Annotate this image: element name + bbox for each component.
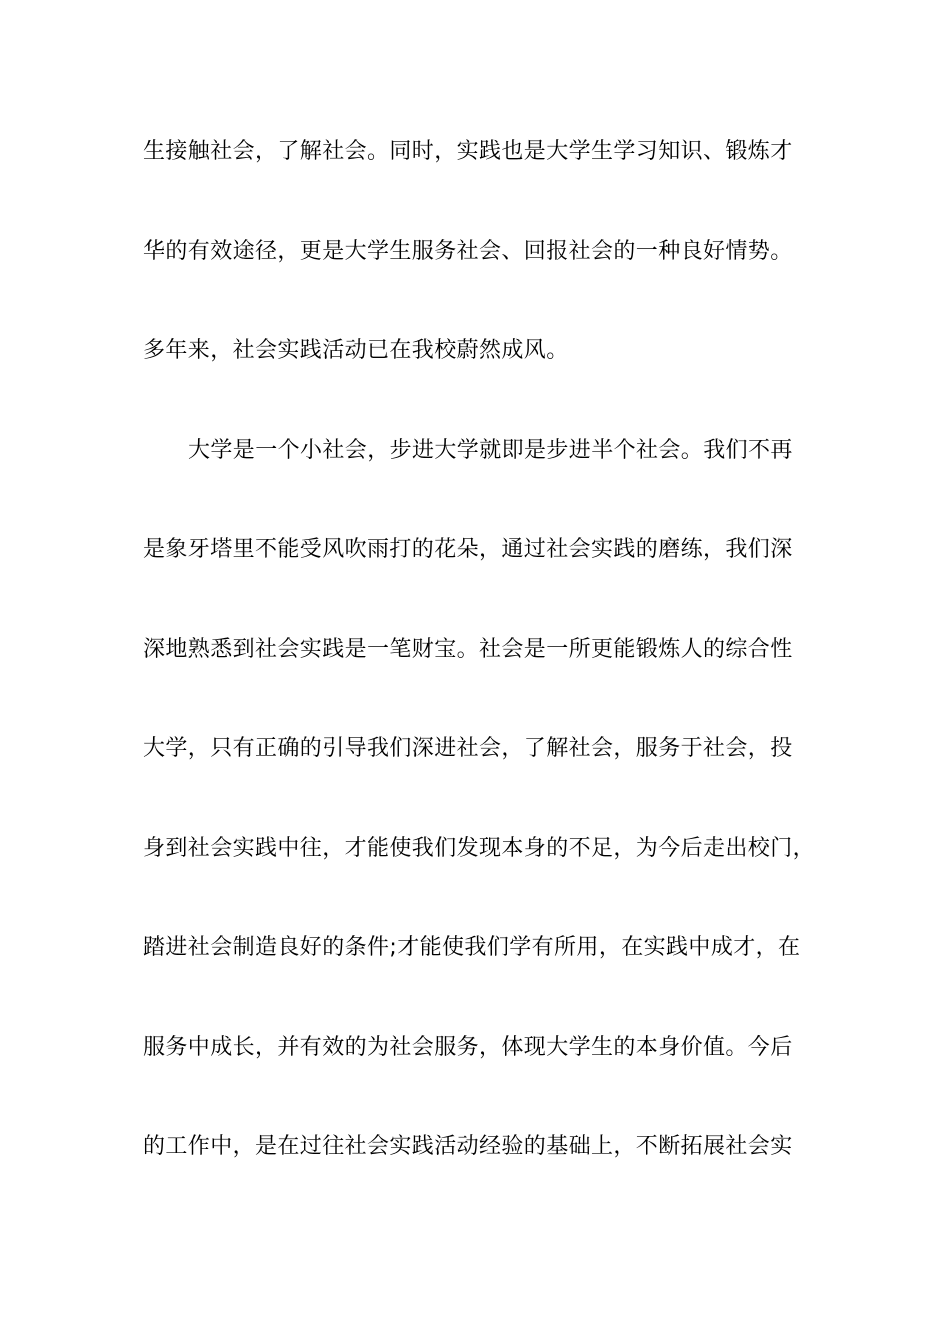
- paragraph-first-line: 大学是一个小社会，步进大学就即是步进半个社会。我们不再: [188, 437, 793, 463]
- text-line: 多年来，社会实践活动已在我校蔚然成风。: [143, 338, 569, 363]
- text-line: 深地熟悉到社会实践是一笔财宝。社会是一所更能锻炼人的综合性: [143, 636, 793, 662]
- text-line: 生接触社会，了解社会。同时，实践也是大学生学习知识、锻炼才: [143, 139, 793, 164]
- body-text: [143, 127, 823, 1222]
- text-line: 华的有效途径，更是大学生服务社会、回报社会的一种良好情势。: [143, 238, 793, 264]
- text-line: 是象牙塔里不能受风吹雨打的花朵，通过社会实践的磨练，我们深: [143, 537, 793, 562]
- text-line: 大学，只有正确的引导我们深进社会，了解社会，服务于社会，投: [143, 736, 793, 761]
- text-line: 踏进社会制造良好的条件;才能使我们学有所用，在实践中成才，在: [143, 935, 801, 960]
- text-line: 身到社会实践中往，才能使我们发现本身的不足，为今后走出校门，: [143, 835, 816, 861]
- text-line: 的工作中，是在过往社会实践活动经验的基础上，不断拓展社会实: [143, 1134, 793, 1159]
- text-line: 服务中成长，并有效的为社会服务，体现大学生的本身价值。今后: [143, 1034, 793, 1060]
